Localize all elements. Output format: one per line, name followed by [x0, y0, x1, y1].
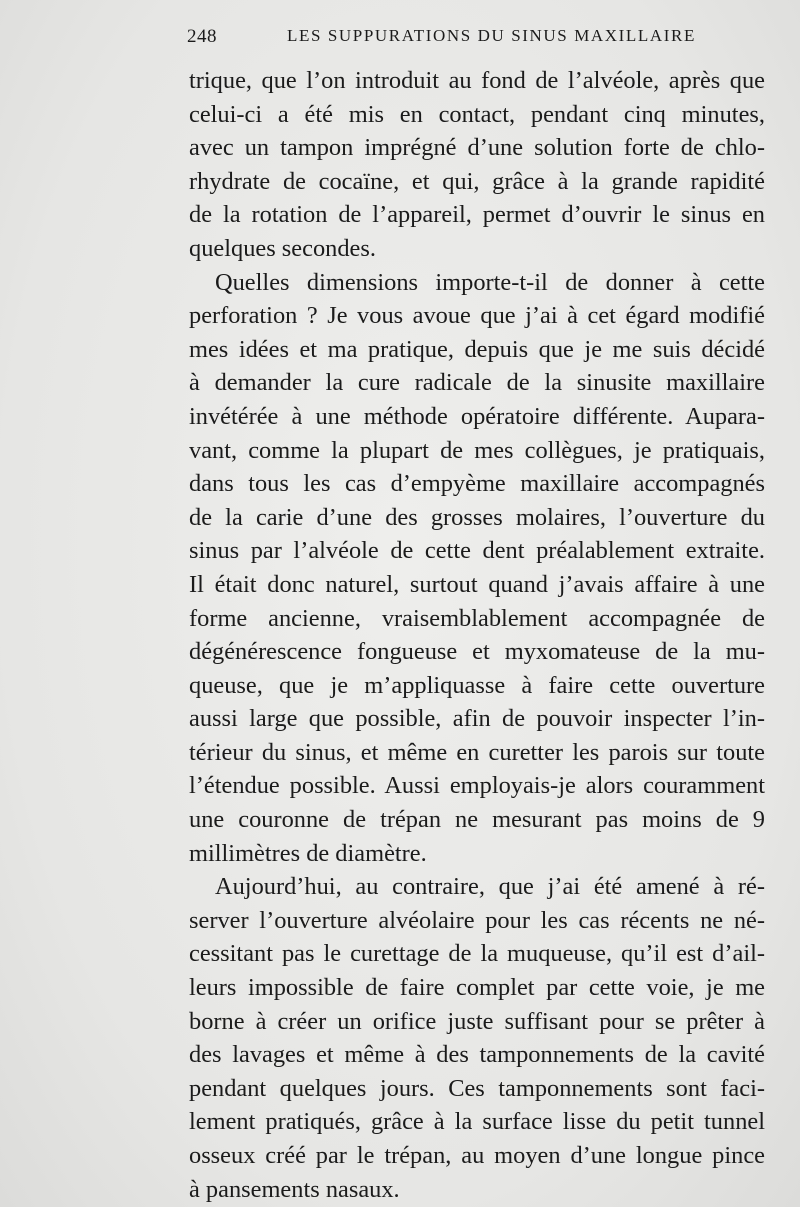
- text-line: de la carie d’une des grosses molaires, l’ouverture du: [189, 503, 765, 531]
- text-line: quelques secondes.: [189, 234, 376, 262]
- text-line: des lavages et même à des tamponnements de la cavité: [189, 1041, 765, 1069]
- text-line: server l’ouverture alvéolaire pour les cas récents ne né-: [189, 906, 765, 934]
- text-line: millimètres de diamètre.: [189, 839, 427, 867]
- text-line: une couronne de trépan ne mesurant pas moins de 9: [189, 806, 765, 834]
- text-line: dans tous les cas d’empyème maxillaire accompagnés: [189, 470, 765, 498]
- text-line: térieur du sinus, et même en curetter les parois sur toute: [189, 738, 765, 766]
- text-line: l’étendue possible. Aussi employais-je alors couramment: [189, 772, 765, 800]
- paragraph: [189, 266, 765, 871]
- text-line: trique, que l’on introduit au fond de l’alvéole, après que: [189, 67, 765, 94]
- text-line: sinus par l’alvéole de cette dent préalablement extraite.: [189, 537, 765, 565]
- text-line: forme ancienne, vraisemblablement accompagnée de: [189, 604, 765, 632]
- text-line: queuse, que je m’appliquasse à faire cette ouverture: [189, 671, 765, 699]
- text-line: cessitant pas le curettage de la muqueuse, qu’il est d’ail-: [189, 940, 765, 968]
- text-line: de la rotation de l’appareil, permet d’ouvrir le sinus en: [189, 201, 765, 229]
- text-line: mes idées et ma pratique, depuis que je me suis décidé: [189, 335, 765, 363]
- text-line: pendant quelques jours. Ces tamponnements sont faci-: [189, 1074, 765, 1102]
- text-line: rhydrate de cocaïne, et qui, grâce à la grande rapidité: [189, 167, 765, 195]
- text-line: borne à créer un orifice juste suffisant pour se prêter à: [189, 1007, 765, 1035]
- text-line: lement pratiqués, grâce à la surface lisse du petit tunnel: [189, 1108, 765, 1136]
- paragraph: [189, 870, 765, 1206]
- text-line: à pansements nasaux.: [189, 1175, 400, 1203]
- text-line: Quelles dimensions importe-t-il de donner à cette: [215, 268, 765, 296]
- text-line: vant, comme la plupart de mes collègues, je pratiquais,: [189, 436, 765, 464]
- text-line: Il était donc naturel, surtout quand j’avais affaire à une: [189, 570, 765, 598]
- running-title: LES SUPPURATIONS DU SINUS MAXILLAIRE: [287, 26, 696, 45]
- text-line: osseux créé par le trépan, au moyen d’une longue pince: [189, 1142, 765, 1169]
- text-line: invétérée à une méthode opératoire différente. Aupara-: [189, 402, 765, 430]
- page-number: 248: [187, 26, 217, 47]
- text-line: Aujourd’hui, au contraire, que j’ai été amené à ré-: [215, 873, 765, 901]
- text-line: celui-ci a été mis en contact, pendant cinq minutes,: [189, 100, 765, 128]
- text-line: avec un tampon imprégné d’une solution forte de chlo-: [189, 134, 765, 162]
- body-text: [189, 64, 765, 1206]
- text-line: aussi large que possible, afin de pouvoir inspecter l’in-: [189, 705, 765, 733]
- page-header: [187, 26, 765, 54]
- text-line: dégénérescence fongueuse et myxomateuse de la mu-: [189, 638, 765, 666]
- paragraph: [189, 64, 765, 266]
- text-line: perforation ? Je vous avoue que j’ai à cet égard modifié: [189, 302, 765, 330]
- text-line: leurs impossible de faire complet par cette voie, je me: [189, 974, 765, 1002]
- text-line: à demander la cure radicale de la sinusite maxillaire: [189, 369, 765, 397]
